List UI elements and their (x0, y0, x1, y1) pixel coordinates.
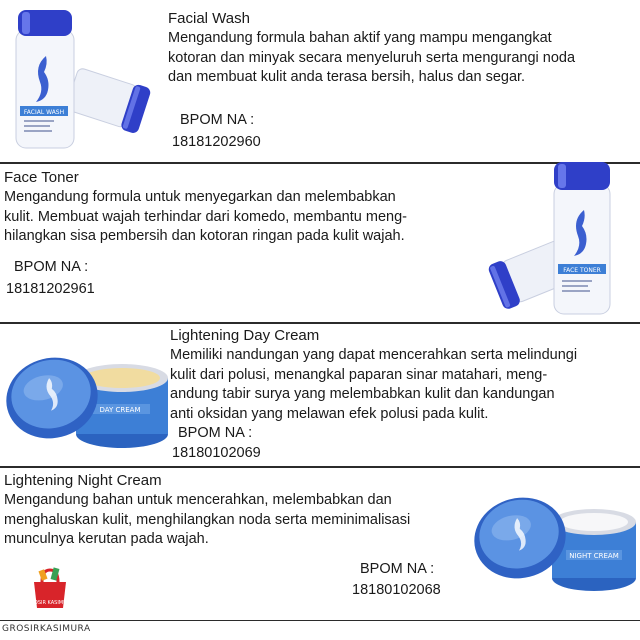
face-toner-product-image (486, 160, 636, 320)
face-toner-description: Mengandung formula untuk menyegarkan dan melembabkan kulit. Membuat wajah terhindar dari komedo, membantu meng- hilangkan sisa pembersih dan kotoran ringan pada kulit wajah. (4, 189, 407, 244)
watermark: GROSIRKASIMURA (2, 624, 91, 634)
face-toner-title: Face Toner (4, 169, 79, 186)
face-toner-bpom-label: BPOM NA : (14, 259, 89, 275)
day-cream-bpom-label: BPOM NA : (178, 425, 253, 441)
night-cream-jar-label: NIGHT CREAM (569, 552, 619, 560)
day-cream-jar-label: DAY CREAM (99, 406, 141, 414)
section-divider (0, 466, 640, 468)
night-cream-description: Mengandung bahan untuk mencerahkan, melembabkan dan menghaluskan kulit, menghilangkan noda serta meminimalisasi munculnya kerutan pada wajah. (4, 492, 411, 547)
night-cream-bpom-label: BPOM NA : (360, 561, 435, 577)
night-cream-product-image (470, 478, 638, 598)
facial-wash-description: Mengandung formula bahan aktif yang mampu mengangkat kotoran dan minyak secara menyeluruh serta mengurangi noda dan membuat kulit anda terasa bersih, halus dan segar. (168, 30, 576, 85)
day-cream-bpom-number: 18180102069 (172, 445, 261, 461)
section-divider (0, 322, 640, 324)
face-toner-bpom-number: 18181202961 (6, 281, 95, 297)
day-cream-title: Lightening Day Cream (170, 327, 320, 344)
shop-logo (26, 564, 74, 620)
facial-wash-bpom-label: BPOM NA : (180, 112, 255, 128)
day-cream-description: Memiliki nandungan yang dapat mencerahkan serta melindungi kulit dari polusi, menangkal paparan sinar matahari, meng- andung tabir surya yang melembabkan kulit dan kandungan anti oksidan yang melawan efek polusi pada kulit. (170, 347, 578, 422)
bottom-divider (0, 620, 640, 621)
facial-wash-title: Facial Wash (168, 10, 250, 27)
day-cream-product-image (2, 330, 170, 458)
facial-wash-bottle-label: FACIAL WASH (23, 109, 65, 116)
facial-wash-product-image (6, 6, 152, 156)
night-cream-bpom-number: 18180102068 (352, 582, 441, 598)
logo-text: GROSIR KASIMURA (26, 600, 74, 606)
facial-wash-bpom-number: 18181202960 (172, 134, 261, 150)
face-toner-bottle-label: FACE TONER (563, 267, 601, 274)
night-cream-title: Lightening Night Cream (4, 472, 162, 489)
